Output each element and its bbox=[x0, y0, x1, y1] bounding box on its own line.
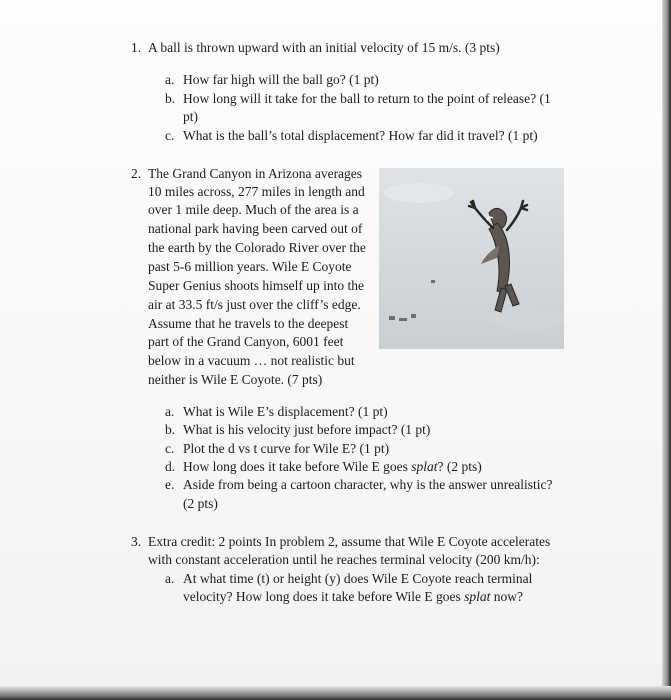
q1-a-letter: a. bbox=[165, 72, 175, 87]
q1-a-text: How far high will the ball go? (1 pt) bbox=[183, 72, 379, 87]
q3-number: 3. bbox=[131, 534, 142, 549]
q2-line: national park having been carved out of bbox=[148, 221, 363, 236]
q1-c-text: What is the ball’s total displacement? How far did it travel? (1 pt) bbox=[183, 128, 538, 143]
q2-line: neither is Wile E Coyote. (7 pts) bbox=[148, 372, 323, 387]
q2-line: Assume that he travels to the deepest bbox=[148, 316, 349, 331]
q2-line: past 5-6 million years. Wile E Coyote bbox=[148, 259, 352, 274]
q2-e-text-cont: (2 pts) bbox=[183, 496, 218, 511]
q2-c-text: Plot the d vs t curve for Wile E? (1 pt) bbox=[183, 441, 390, 456]
q3-a-text: At what time (t) or height (y) does Wile E Coyote reach terminal bbox=[183, 571, 533, 586]
q2-line: 10 miles across, 277 miles in length and bbox=[148, 184, 365, 199]
q2-e-letter: e. bbox=[165, 477, 175, 492]
q2-c-letter: c. bbox=[165, 441, 175, 456]
q1-number: 1. bbox=[131, 40, 142, 55]
q2-line: The Grand Canyon in Arizona averages bbox=[148, 166, 363, 181]
q2-b-letter: b. bbox=[165, 422, 176, 437]
q3-line-1: Extra credit: 2 points In problem 2, assume that Wile E Coyote accelerates bbox=[148, 534, 551, 549]
q2-a-text: What is Wile E’s displacement? (1 pt) bbox=[183, 404, 388, 419]
q2-line: Super Genius shoots himself up into the bbox=[148, 278, 364, 293]
q2-d-text: How long does it take before Wile E goes splat? (2 pts) bbox=[183, 459, 482, 474]
q2-line: over 1 mile deep. Much of the area is a bbox=[148, 202, 359, 217]
q1-prompt: A ball is thrown upward with an initial velocity of 15 m/s. (3 pts) bbox=[148, 40, 500, 55]
photo-edge-shadow-bottom bbox=[0, 686, 671, 700]
q2-d-letter: d. bbox=[165, 459, 176, 474]
q3-a-text-cont: velocity? How long does it take before Wile E goes splat now? bbox=[183, 589, 524, 604]
cartoon-coyote-falling-image bbox=[379, 168, 564, 349]
q2-line: the earth by the Colorado River over the bbox=[148, 240, 366, 255]
q2-line: air at 33.5 ft/s just over the cliff’s edge. bbox=[148, 297, 361, 312]
q1-b-letter: b. bbox=[165, 91, 176, 106]
photo-edge-shadow-right bbox=[662, 0, 671, 700]
q2-e-text: Aside from being a cartoon character, why is the answer unrealistic? bbox=[183, 477, 553, 492]
q2-number: 2. bbox=[131, 166, 142, 181]
q2-b-text: What is his velocity just before impact? (1 pt) bbox=[183, 422, 431, 437]
q2-line: below in a vacuum … not realistic but bbox=[148, 353, 355, 368]
q2-line: part of the Grand Canyon, 6001 feet bbox=[148, 334, 344, 349]
q1-b-text: How long will it take for the ball to return to the point of release? (1 bbox=[183, 91, 551, 106]
q1-b-text-cont: pt) bbox=[183, 109, 198, 124]
q1-c-letter: c. bbox=[165, 128, 175, 143]
q3-line-2: with constant acceleration until he reaches terminal velocity (200 km/h): bbox=[148, 552, 540, 567]
q2-a-letter: a. bbox=[165, 404, 175, 419]
q3-a-letter: a. bbox=[165, 571, 175, 586]
